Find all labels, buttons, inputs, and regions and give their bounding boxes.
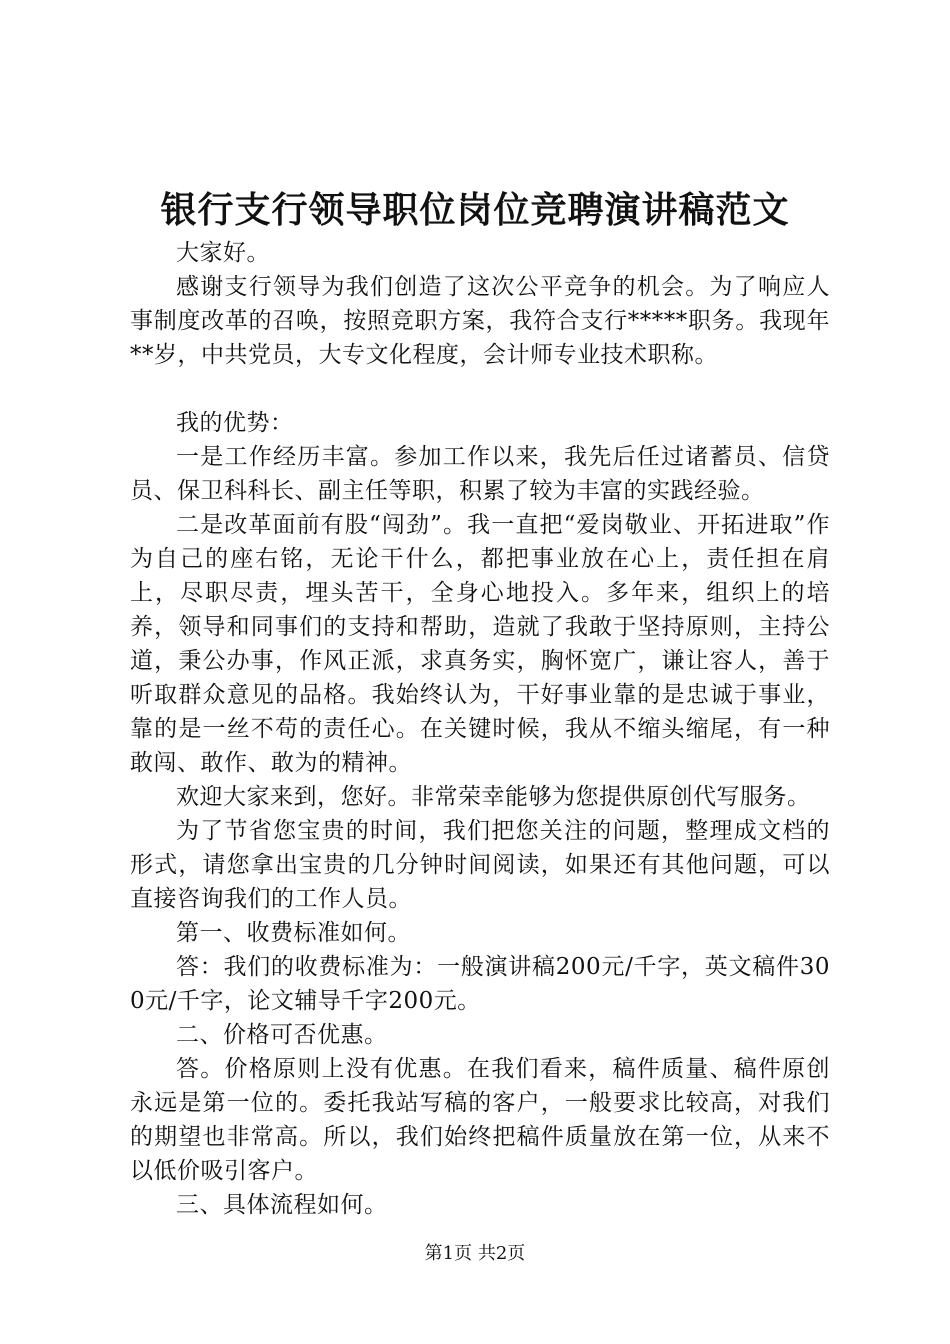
paragraph-answer-two: 答。价格原则上没有优惠。在我们看来，稿件质量、稿件原创永远是第一位的。委托我站写稿的客户，一般要求比较高，对我们的期望也非常高。所以，我们始终把稿件质量放在第一位，从来不以低价吸引客户。 [130, 1056, 830, 1184]
page-footer: 第1页 共2页 [424, 1243, 526, 1264]
paragraph-faq-intro: 为了节省您宝贵的时间，我们把您关注的问题，整理成文档的形式，请您拿出宝贵的几分钟时间阅读，如果还有其他问题，可以直接咨询我们的工作人员。 [130, 818, 830, 912]
paragraph-question-two: 二、价格可否优惠。 [176, 1022, 388, 1048]
paragraph-welcome: 欢迎大家来到，您好。非常荣幸能够为您提供原创代写服务。 [176, 784, 811, 810]
paragraph-question-one: 第一、收费标准如何。 [176, 920, 411, 946]
document-body [130, 236, 830, 1222]
paragraph-greeting: 大家好。 [176, 240, 270, 266]
paragraph-advantage-one: 一是工作经历丰富。参加工作以来，我先后任过诸蓄员、信贷员、保卫科科长、副主任等职，积累了较为丰富的实践经验。 [130, 444, 830, 504]
paragraph-question-three: 三、具体流程如何。 [176, 1192, 388, 1218]
paragraph-advantages-heading: 我的优势： [176, 410, 294, 436]
paragraph-spacer [130, 372, 830, 406]
document-title: 银行支行领导职位岗位竞聘演讲稿范文 [160, 189, 790, 231]
paragraph-answer-one: 答：我们的收费标准为：一般演讲稿200元/千字，英文稿件300元/千字，论文辅导千字200元。 [130, 954, 830, 1014]
paragraph-advantage-two: 二是改革面前有股“闯劲”。我一直把“爱岗敬业、开拓进取”作为自己的座右铭，无论干什么，都把事业放在心上，责任担在肩上，尽职尽责，埋头苦干，全身心地投入。多年来，组织上的培养，领导和同事们的支持和帮助，造就了我敢于坚持原则，主持公道，秉公办事，作风正派，求真务实，胸怀宽广，谦让容人，善于听取群众意见的品格。我始终认为，干好事业靠的是忠诚于事业，靠的是一丝不苟的责任心。在关键时候，我从不缩头缩尾，有一种敢闯、敢作、敢为的精神。 [130, 512, 830, 776]
paragraph-intro: 感谢支行领导为我们创造了这次公平竞争的机会。为了响应人事制度改革的召唤，按照竞职方案，我符合支行*****职务。我现年**岁，中共党员，大专文化程度，会计师专业技术职称。 [130, 274, 830, 368]
